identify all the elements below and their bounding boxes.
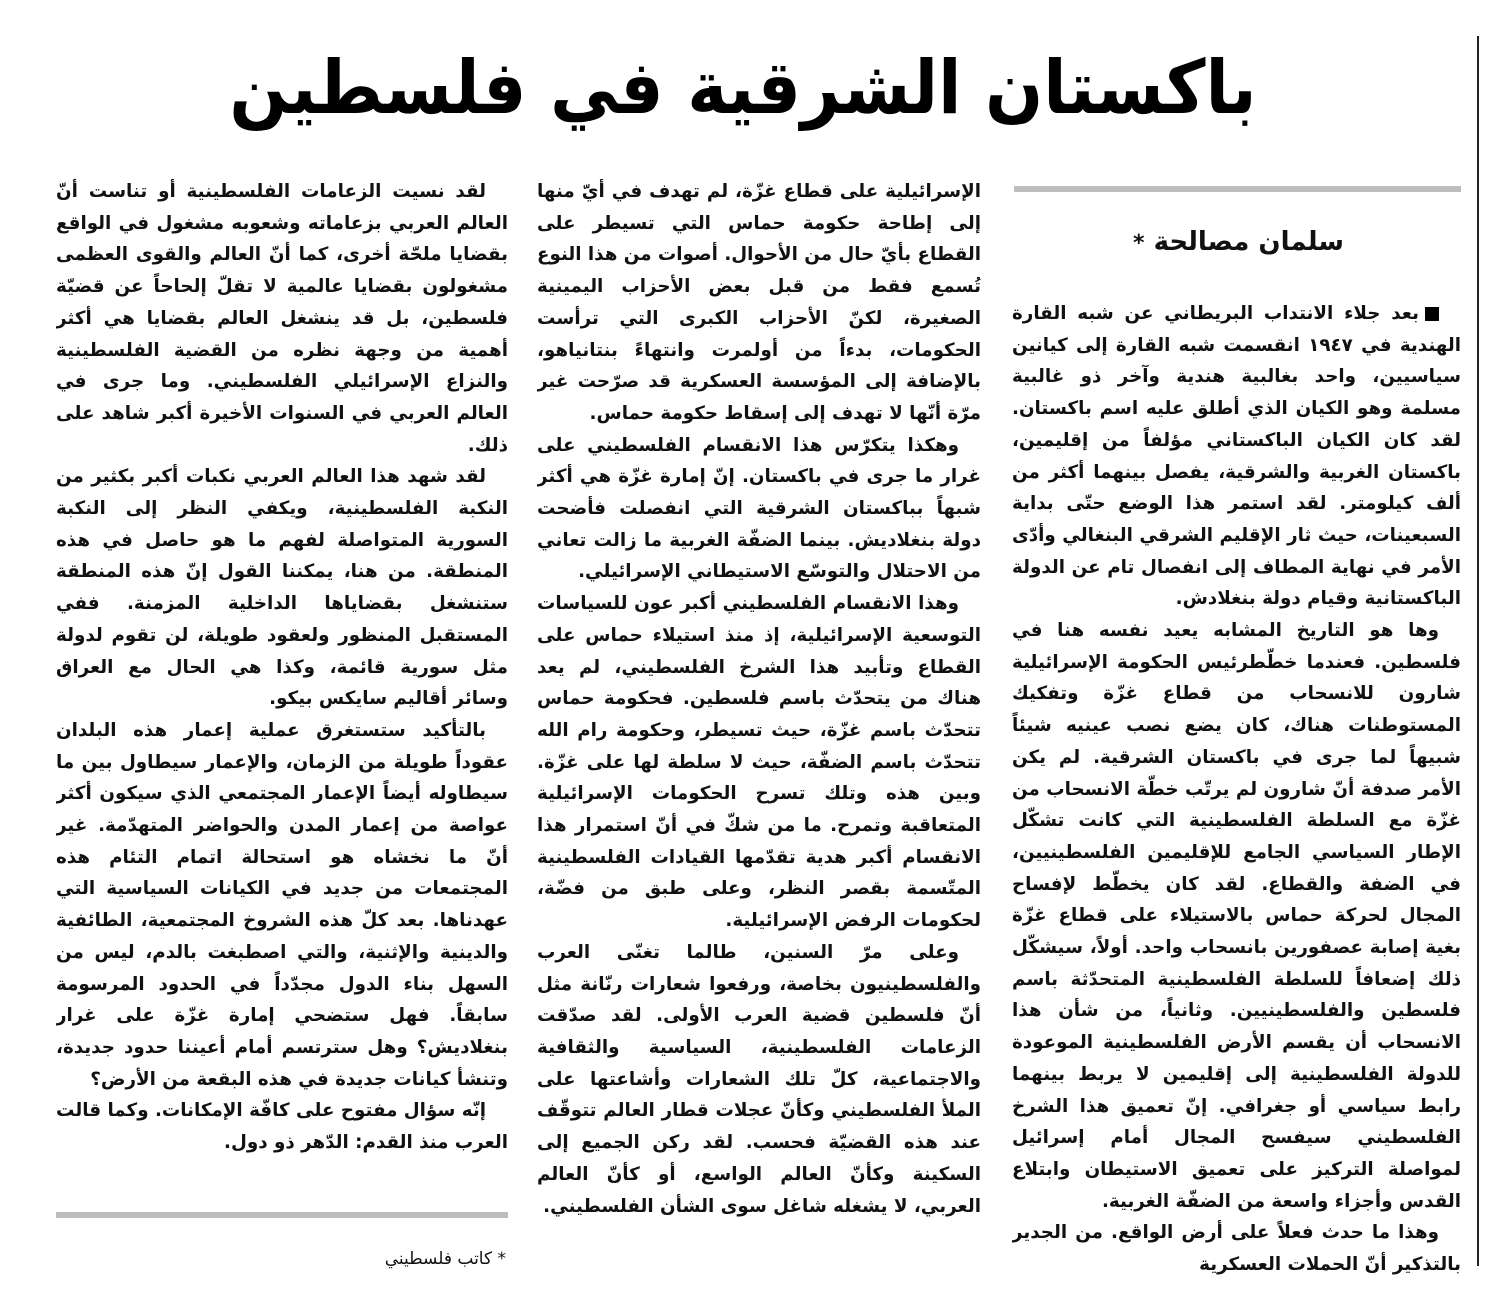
- byline-rule: [1014, 186, 1461, 192]
- paragraph: الإسرائيلية على قطاع غزّة، لم تهدف في أيّ منها إلى إطاحة حكومة حماس التي تسيطر على القطاع بأيّ حال من الأحوال. أصوات من هذا النوع تُسمع فقط من قبل بعض الأحزاب اليمينية الصغيرة، لكنّ الأحزاب الكبرى التي ترأست الحكومات، بدءاً من أولمرت وانتهاءً بنتانياهو، بالإضافة إلى المؤسسة العسكرية قد صرّحت غير مرّة أنّها لا تهدف إلى إسقاط حكومة حماس.: [537, 181, 981, 424]
- paragraph: لقد نسيت الزعامات الفلسطينية أو تناست أنّ العالم العربي بزعاماته وشعوبه مشغول في الواقع بقضايا ملحّة أخرى، كما أنّ العالم والقوى العظمى مشغولون بقضايا عالمية لا تقلّ إلحاحاً عن قضيّة فلسطين، بل قد ينشغل العالم بقضايا هي أكثر أهمية من وجهة نظره من القضية الفلسطينية والنزاع الإسرائيلي الفلسطيني. وما جرى في العالم العربي في السنوات الأخيرة أكبر شاهد على ذلك.: [56, 181, 508, 456]
- paragraph: إنّه سؤال مفتوح على كافّة الإمكانات. وكما قالت العرب منذ القدم: الدّهر ذو دول.: [56, 1100, 508, 1154]
- paragraph: [1012, 298, 1461, 615]
- article-column-left: [56, 176, 508, 1188]
- headline: باكستان الشرقية في فلسطين: [229, 45, 1257, 131]
- paragraph-text: بعد جلاء الانتداب البريطاني عن شبه القارة الهندية في ١٩٤٧ انقسمت شبه القارة إلى كيانين سياسيين، واحد بغالبية هندية وآخر ذو غالبية مسلمة وهو الكيان الذي أطلق عليه اسم باكستان. لقد كان الكيان الباكستاني مؤلفاً من إقليمين، باكستان الغربية والشرقية، يفصل بينهما أكثر من ألف كيلومتر. لقد استمر هذا الوضع حتّى بداية السبعينات، حيث ثار الإقليم الشرقي البنغالي وأدّى الأمر في نهاية المطاف إلى انفصال تام عن الدولة الباكستانية وقيام دولة بنغلادش.: [1012, 303, 1461, 610]
- author-name: سلمان مصالحة: [1153, 227, 1344, 257]
- paragraph: بالتأكيد ستستغرق عملية إعمار هذه البلدان عقوداً طويلة من الزمان، والإعمار سيطاول بين ما سيطاوله أيضاً الإعمار المجتمعي الذي سيكون أكثر عواصة من إعمار المدن والحواضر المتهدّمة. غير أنّ ما نخشاه هو استحالة اتمام التئام هذه المجتمعات من جديد في الكيانات السياسية التي عهدناها. بعد كلّ هذه الشروخ المجتمعية، الطائفية والدينية والإثنية، والتي اصطبغت بالدم، ليس من السهل بناء الدول مجدّداً في الحدود المرسومة سابقاً. فهل ستضحي إمارة غزّة على غرار بنغلاديش؟ وهل سترتسم أمام أعيننا حدود جديدة، وتنشأ كيانات جديدة في هذه البقعة من الأرض؟: [56, 719, 508, 1090]
- footnote-rule: [56, 1212, 508, 1218]
- page-edge-rule: [1477, 36, 1479, 1266]
- author-byline: [1014, 222, 1344, 264]
- article-column-right: [1012, 298, 1461, 1298]
- paragraph: وهكذا يتكرّس هذا الانقسام الفلسطيني على غرار ما جرى في باكستان. إنّ إمارة غزّة هي أكثر شبهاً بباكستان الشرقية التي انفصلت فأضحت دولة بنغلاديش. بينما الضفّة الغربية ما زالت تعاني من الاحتلال والتوسّع الاستيطاني الإسرائيلي.: [537, 434, 981, 583]
- article-column-middle: [537, 176, 981, 1296]
- square-bullet-icon: [1425, 307, 1439, 321]
- author-star: *: [1133, 231, 1145, 256]
- paragraph: وها هو التاريخ المشابه يعيد نفسه هنا في فلسطين. فعندما خطّطرئيس الحكومة الإسرائيلية شارون للانسحاب من قطاع غزّة وتفكيك المستوطنات هناك، كان يضع نصب عينيه شيئاً شبيهاً لما جرى في باكستان الشرقية. لم يكن الأمر صدفة أنّ شارون لم يرتّب خطّة الانسحاب من غزّة مع السلطة الفلسطينية التي كانت تشكّل الإطار السياسي الجامع للإقليمين الفلسطينيين، في الضفة والقطاع. لقد كان يخطّط لإفساح المجال لحركة حماس بالاستيلاء على قطاع غزّة بغية إصابة عصفورين بانسحاب واحد. أولاً، سيشكّل ذلك إضعافاً للسلطة الفلسطينية المتحدّثة باسم فلسطين والفلسطينيين. وثانياً، من شأن هذا الانسحاب أن يقسم الأرض الفلسطينية الموعودة للدولة الفلسطينية إلى إقليمين لا يربط بينهما رابط سياسي أو جغرافي. إنّ تعميق هذا الشرخ الفلسطيني سيفسح المجال أمام إسرائيل لمواصلة التركيز على تعميق الاستيطان وابتلاع القدس وأجزاء واسعة من الضفّة الغربية.: [1012, 620, 1461, 1212]
- paragraph: وهذا الانقسام الفلسطيني أكبر عون للسياسات التوسعية الإسرائيلية، إذ منذ استيلاء حماس على القطاع وتأبيد هذا الشرخ الفلسطيني، لم يعد هناك من يتحدّث باسم فلسطين. فحكومة حماس تتحدّث باسم غزّة، حيث تسيطر، وحكومة رام الله تتحدّث باسم الضفّة، حيث لا سلطة لها على غزّة. وبين هذه وتلك تسرح الحكومات الإسرائيلية المتعاقبة وتمرح. ما من شكّ في أنّ استمرار هذا الانقسام أكبر هدية تقدّمها القيادات الفلسطينية المتّسمة بقصر النظر، وعلى طبق من فضّة، لحكومات الرفض الإسرائيلية.: [537, 593, 981, 932]
- author-footnote: * كاتب فلسطيني: [384, 1249, 506, 1269]
- paragraph: وهذا ما حدث فعلاً على أرض الواقع. من الجدير بالتذكير أنّ الحملات العسكرية: [1012, 1222, 1461, 1276]
- paragraph: وعلى مرّ السنين، طالما تغنّى العرب والفلسطينيون بخاصة، ورفعوا شعارات رنّانة مثل أنّ فلسطين قضية العرب الأولى. لقد صدّقت الزعامات الفلسطينية، السياسية والثقافية والاجتماعية، كلّ تلك الشعارات وأشاعتها على الملأ الفلسطيني وكأنّ عجلات قطار العالم تتوقّف عند هذه القضيّة فحسب. لقد ركن الجميع إلى السكينة وكأنّ العالم الواسع، أو كأنّ العالم العربي، لا يشغله شاغل سوى الشأن الفلسطيني.: [537, 941, 981, 1217]
- paragraph: لقد شهد هذا العالم العربي نكبات أكبر بكثير من النكبة الفلسطينية، ويكفي النظر إلى النكبة السورية المتواصلة لفهم ما هو حاصل في هذه المنطقة. من هنا، يمكننا القول إنّ هذه المنطقة ستنشغل بقضاياها الداخلية المزمنة. ففي المستقبل المنظور ولعقود طويلة، لن تقوم لدولة مثل سورية قائمة، وكذا هي الحال مع العراق وسائر أقاليم سايكس بيكو.: [56, 466, 508, 710]
